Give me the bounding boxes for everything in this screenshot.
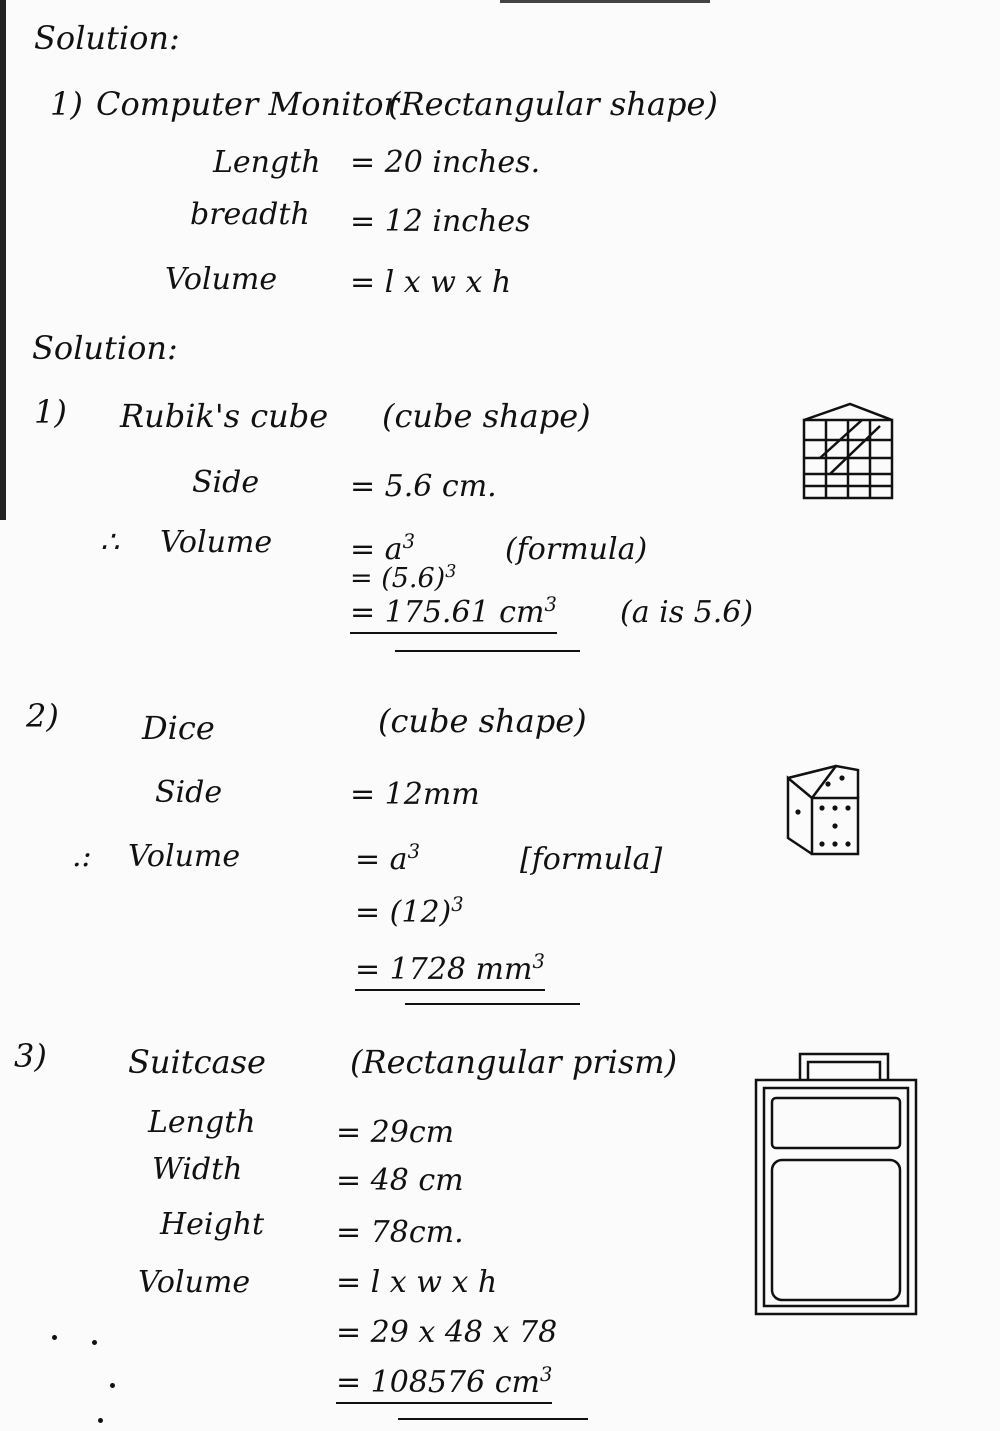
suitcase-title: Suitcase [128,1043,266,1081]
suitcase-height-value: = 78cm. [336,1215,464,1250]
rubik-volume-label: Volume [160,525,273,560]
suitcase-length-label: Length [148,1105,256,1140]
suitcase-number: 3) [14,1037,47,1075]
rubik-shape: (cube shape) [382,397,591,435]
heading-solution: Solution: [34,19,180,57]
dice-shape: (cube shape) [378,702,587,740]
monitor-volume-value: = l x w x h [350,265,512,300]
monitor-length-label: Length [213,145,321,180]
suitcase-icon [752,1048,920,1318]
rubik-step: = $(5.6)^3$ [350,562,457,594]
monitor-title: Computer Monitor [96,85,399,123]
rubik-formula: = $a^3$ [350,530,415,567]
rubik-therefore: ∴ [100,525,120,560]
suitcase-result-underline [398,1418,588,1420]
rubik-result-underline [395,650,580,652]
dice-number: 2) [26,697,59,735]
dice-result: = 1728 $mm^3$ [355,955,545,991]
suitcase-result: = 108576 $cm^3$ [336,1368,552,1404]
monitor-breadth-value: = 12 inches [350,204,531,239]
suitcase-volume-label: Volume [138,1265,251,1300]
monitor-breadth-label: breadth [190,197,310,232]
suitcase-length-value: = 29cm [336,1115,455,1150]
monitor-number: 1) [50,85,83,123]
rubik-formula-note: (formula) [505,532,648,567]
dice-result-underline [405,1003,580,1005]
dice-step: = $(12)^3$ [355,893,464,930]
rubik-result-note: (a is 5.6) [620,595,754,630]
dice-volume-label: Volume [128,839,241,874]
dice-therefore: .: [72,839,92,874]
dice-side-value: = 12mm [350,777,480,812]
rubik-title: Rubik's cube [120,397,329,435]
rubik-number: 1) [34,393,67,431]
suitcase-shape: (Rectangular prism) [350,1043,678,1081]
pen-dot [52,1335,57,1340]
rubik-result: = 175.61 $cm^3$ [350,598,557,634]
rubik-side-label: Side [192,465,260,500]
dice-formula-note: [formula] [520,842,663,877]
monitor-volume-label: Volume [165,262,278,297]
monitor-length-value: = 20 inches. [350,145,541,180]
dice-title: Dice [142,709,215,747]
rubiks-cube-icon [800,400,900,505]
suitcase-height-label: Height [160,1207,265,1242]
suitcase-width-value: = 48 cm [336,1163,464,1198]
monitor-shape: (Rectangular shape) [388,85,718,123]
suitcase-step: = 29 x 48 x 78 [336,1315,558,1350]
pen-dot [110,1383,115,1388]
dice-icon [782,762,864,858]
pen-dot [92,1340,97,1345]
dice-side-label: Side [155,775,223,810]
heading-solution-2: Solution: [32,329,178,367]
suitcase-width-label: Width [152,1152,243,1187]
top-edge-line [500,0,710,3]
page-edge-line [0,0,6,520]
suitcase-volume-value: = l x w x h [336,1265,498,1300]
pen-dot [98,1418,103,1423]
rubik-side-value: = 5.6 cm. [350,469,497,504]
dice-formula: = $a^3$ [355,840,420,877]
